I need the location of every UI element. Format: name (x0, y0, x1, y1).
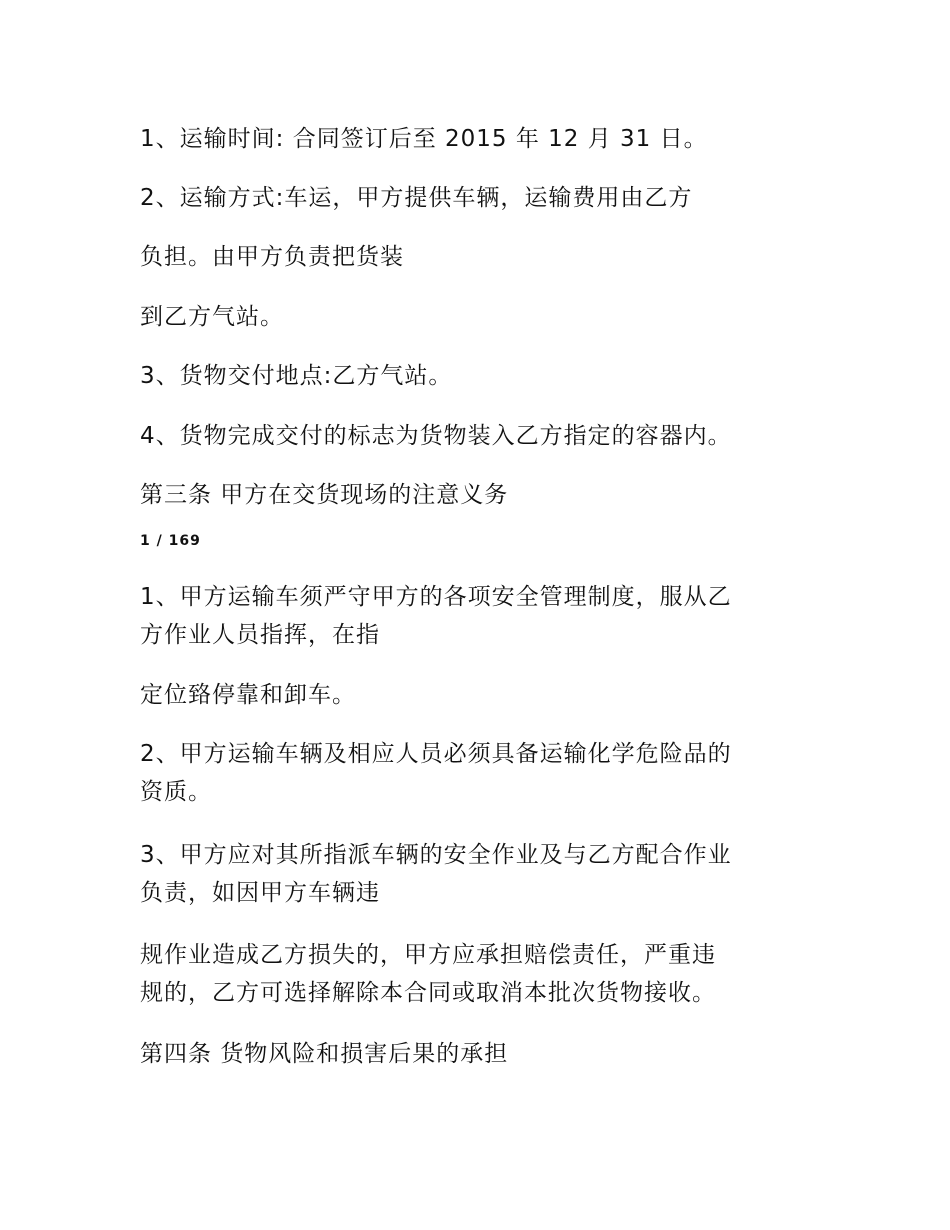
clause-responsibility-cont-3: 规的，乙方可选择解除本合同或取消本批次货物接收。 (140, 980, 716, 1006)
page-number: 1 / 169 (140, 533, 201, 549)
clause-qualification-cont: 资质。 (140, 779, 212, 805)
clause-transport-method-cont-2: 到乙方气站。 (140, 304, 284, 330)
clause-transport-time: 1、运输时间: 合同签订后至 2015 年 12 月 31 日。 (140, 126, 708, 152)
article-four-heading: 第四条 货物风险和损害后果的承担 (140, 1041, 509, 1067)
clause-qualification: 2、甲方运输车辆及相应人员必须具备运输化学危险品的 (140, 741, 732, 767)
article-three-heading: 第三条 甲方在交货现场的注意义务 (140, 482, 509, 508)
clause-safety-rules: 1、甲方运输车须严守甲方的各项安全管理制度，服从乙 (140, 584, 732, 610)
clause-responsibility-cont-1: 负责，如因甲方车辆违 (140, 880, 380, 906)
clause-responsibility-cont-2: 规作业造成乙方损失的，甲方应承担赔偿责任，严重违 (140, 942, 716, 968)
clause-delivery-sign: 4、货物完成交付的标志为货物装入乙方指定的容器内。 (140, 423, 732, 449)
clause-delivery-location: 3、货物交付地点:乙方气站。 (140, 363, 453, 389)
clause-safety-rules-cont-1: 方作业人员指挥，在指 (140, 622, 380, 648)
clause-transport-method: 2、运输方式:车运，甲方提供车辆，运输费用由乙方 (140, 185, 693, 211)
clause-safety-rules-cont-2: 定位臵停靠和卸车。 (140, 682, 356, 708)
clause-transport-method-cont-1: 负担。由甲方负责把货装 (140, 244, 404, 270)
clause-responsibility: 3、甲方应对其所指派车辆的安全作业及与乙方配合作业 (140, 842, 732, 868)
